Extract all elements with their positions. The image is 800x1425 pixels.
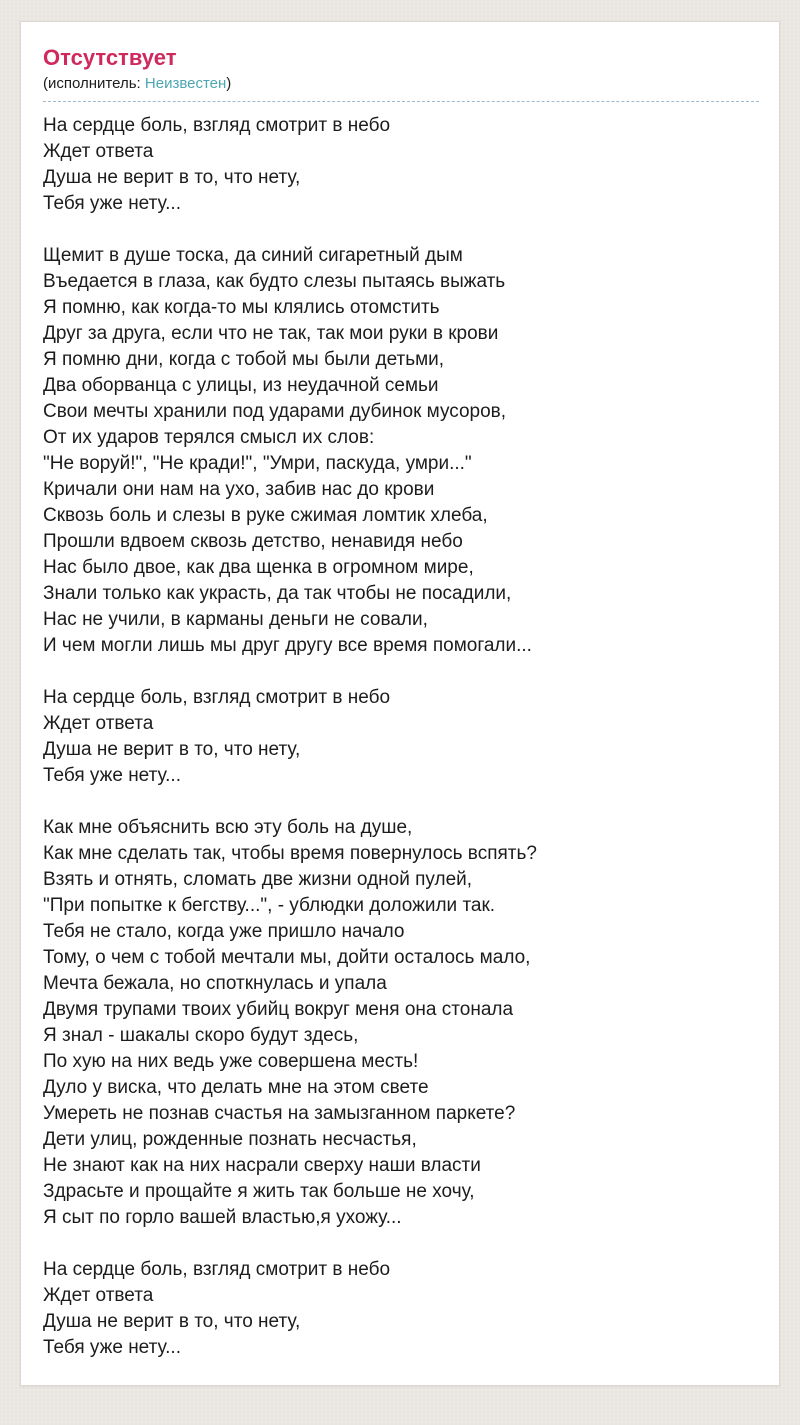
lyrics-line: И чем могли лишь мы друг другу все время помогали... bbox=[43, 634, 532, 656]
lyrics-line: Как мне сделать так, чтобы время повернулось вспять? bbox=[43, 842, 537, 864]
lyrics-line: Как мне объяснить всю эту боль на душе, bbox=[43, 816, 413, 838]
lyrics-line: Душа не верит в то, что нету, bbox=[43, 1310, 301, 1332]
lyrics-line: Друг за друга, если что не так, так мои руки в крови bbox=[43, 322, 499, 344]
lyrics-line: Свои мечты хранили под ударами дубинок мусоров, bbox=[43, 400, 507, 422]
lyrics-line: Я знал - шакалы скоро будут здесь, bbox=[43, 1024, 359, 1046]
lyrics-line: Кричали они нам на ухо, забив нас до крови bbox=[43, 478, 435, 500]
lyrics-line: Нас было двое, как два щенка в огромном мире, bbox=[43, 556, 474, 578]
lyrics-line: Прошли вдвоем сквозь детство, ненавидя небо bbox=[43, 530, 463, 552]
artist-close-paren: ) bbox=[226, 74, 232, 92]
artist-label: (исполнитель: bbox=[43, 74, 141, 92]
lyrics-line: На сердце боль, взгляд смотрит в небо bbox=[43, 686, 391, 708]
lyrics-stanza bbox=[43, 685, 759, 789]
lyrics-line: Ждет ответа bbox=[43, 140, 154, 162]
lyrics-line: Тебя уже нету... bbox=[43, 1336, 181, 1358]
lyrics-stanza bbox=[43, 113, 759, 217]
lyrics-line: Умереть не познав счастья на замызганном паркете? bbox=[43, 1102, 516, 1124]
song-title: Отсутствует bbox=[43, 45, 177, 70]
lyrics-line: "Не воруй!", "Не кради!", "Умри, паскуда, умри..." bbox=[43, 452, 472, 474]
lyrics-line: Ждет ответа bbox=[43, 712, 154, 734]
lyrics-line: Не знают как на них насрали сверху наши власти bbox=[43, 1154, 481, 1176]
lyrics-line: На сердце боль, взгляд смотрит в небо bbox=[43, 1258, 391, 1280]
lyrics-line: Щемит в душе тоска, да синий сигаретный дым bbox=[43, 244, 463, 266]
lyrics-line: Нас не учили, в карманы деньги не совали, bbox=[43, 608, 428, 630]
lyrics-line: На сердце боль, взгляд смотрит в небо bbox=[43, 114, 391, 136]
lyrics-line: Мечта бежала, но споткнулась и упала bbox=[43, 972, 387, 994]
lyrics-line: Душа не верит в то, что нету, bbox=[43, 166, 301, 188]
lyrics-line: Здрасьте и прощайте я жить так больше не хочу, bbox=[43, 1180, 475, 1202]
lyrics-line: Двумя трупами твоих убийц вокруг меня она стонала bbox=[43, 998, 514, 1020]
lyrics-line: Взять и отнять, сломать две жизни одной пулей, bbox=[43, 868, 473, 890]
lyrics-line: Ждет ответа bbox=[43, 1284, 154, 1306]
lyrics-line: Тебя уже нету... bbox=[43, 192, 181, 214]
lyrics-line: Два оборванца с улицы, из неудачной семьи bbox=[43, 374, 439, 396]
artist-line bbox=[43, 75, 759, 102]
lyrics-line: Въедается в глаза, как будто слезы пытаясь выжать bbox=[43, 270, 506, 292]
lyrics-line: Я сыт по горло вашей властью,я ухожу... bbox=[43, 1206, 402, 1228]
lyrics-line: Знали только как украсть, да так чтобы не посадили, bbox=[43, 582, 512, 604]
lyrics-card bbox=[20, 21, 780, 1386]
lyrics-line: Сквозь боль и слезы в руке сжимая ломтик хлеба, bbox=[43, 504, 488, 526]
lyrics-stanza bbox=[43, 243, 759, 659]
lyrics-line: Дуло у виска, что делать мне на этом свете bbox=[43, 1076, 429, 1098]
lyrics-line: По хую на них ведь уже совершена месть! bbox=[43, 1050, 419, 1072]
lyrics-line: Тебя не стало, когда уже пришло начало bbox=[43, 920, 405, 942]
lyrics-line: От их ударов терялся смысл их слов: bbox=[43, 426, 375, 448]
lyrics-line: Я помню, как когда-то мы клялись отомстить bbox=[43, 296, 440, 318]
lyrics-stanza bbox=[43, 815, 759, 1231]
lyrics-line: Дети улиц, рожденные познать несчастья, bbox=[43, 1128, 417, 1150]
lyrics-text bbox=[43, 102, 759, 1361]
lyrics-stanza bbox=[43, 1257, 759, 1361]
lyrics-line: "При попытке к бегству...", - ублюдки доложили так. bbox=[43, 894, 496, 916]
lyrics-line: Душа не верит в то, что нету, bbox=[43, 738, 301, 760]
lyrics-line: Я помню дни, когда с тобой мы были детьми, bbox=[43, 348, 445, 370]
lyrics-line: Тебя уже нету... bbox=[43, 764, 181, 786]
lyrics-line: Тому, о чем с тобой мечтали мы, дойти осталось мало, bbox=[43, 946, 531, 968]
artist-link[interactable]: Неизвестен bbox=[144, 74, 227, 92]
